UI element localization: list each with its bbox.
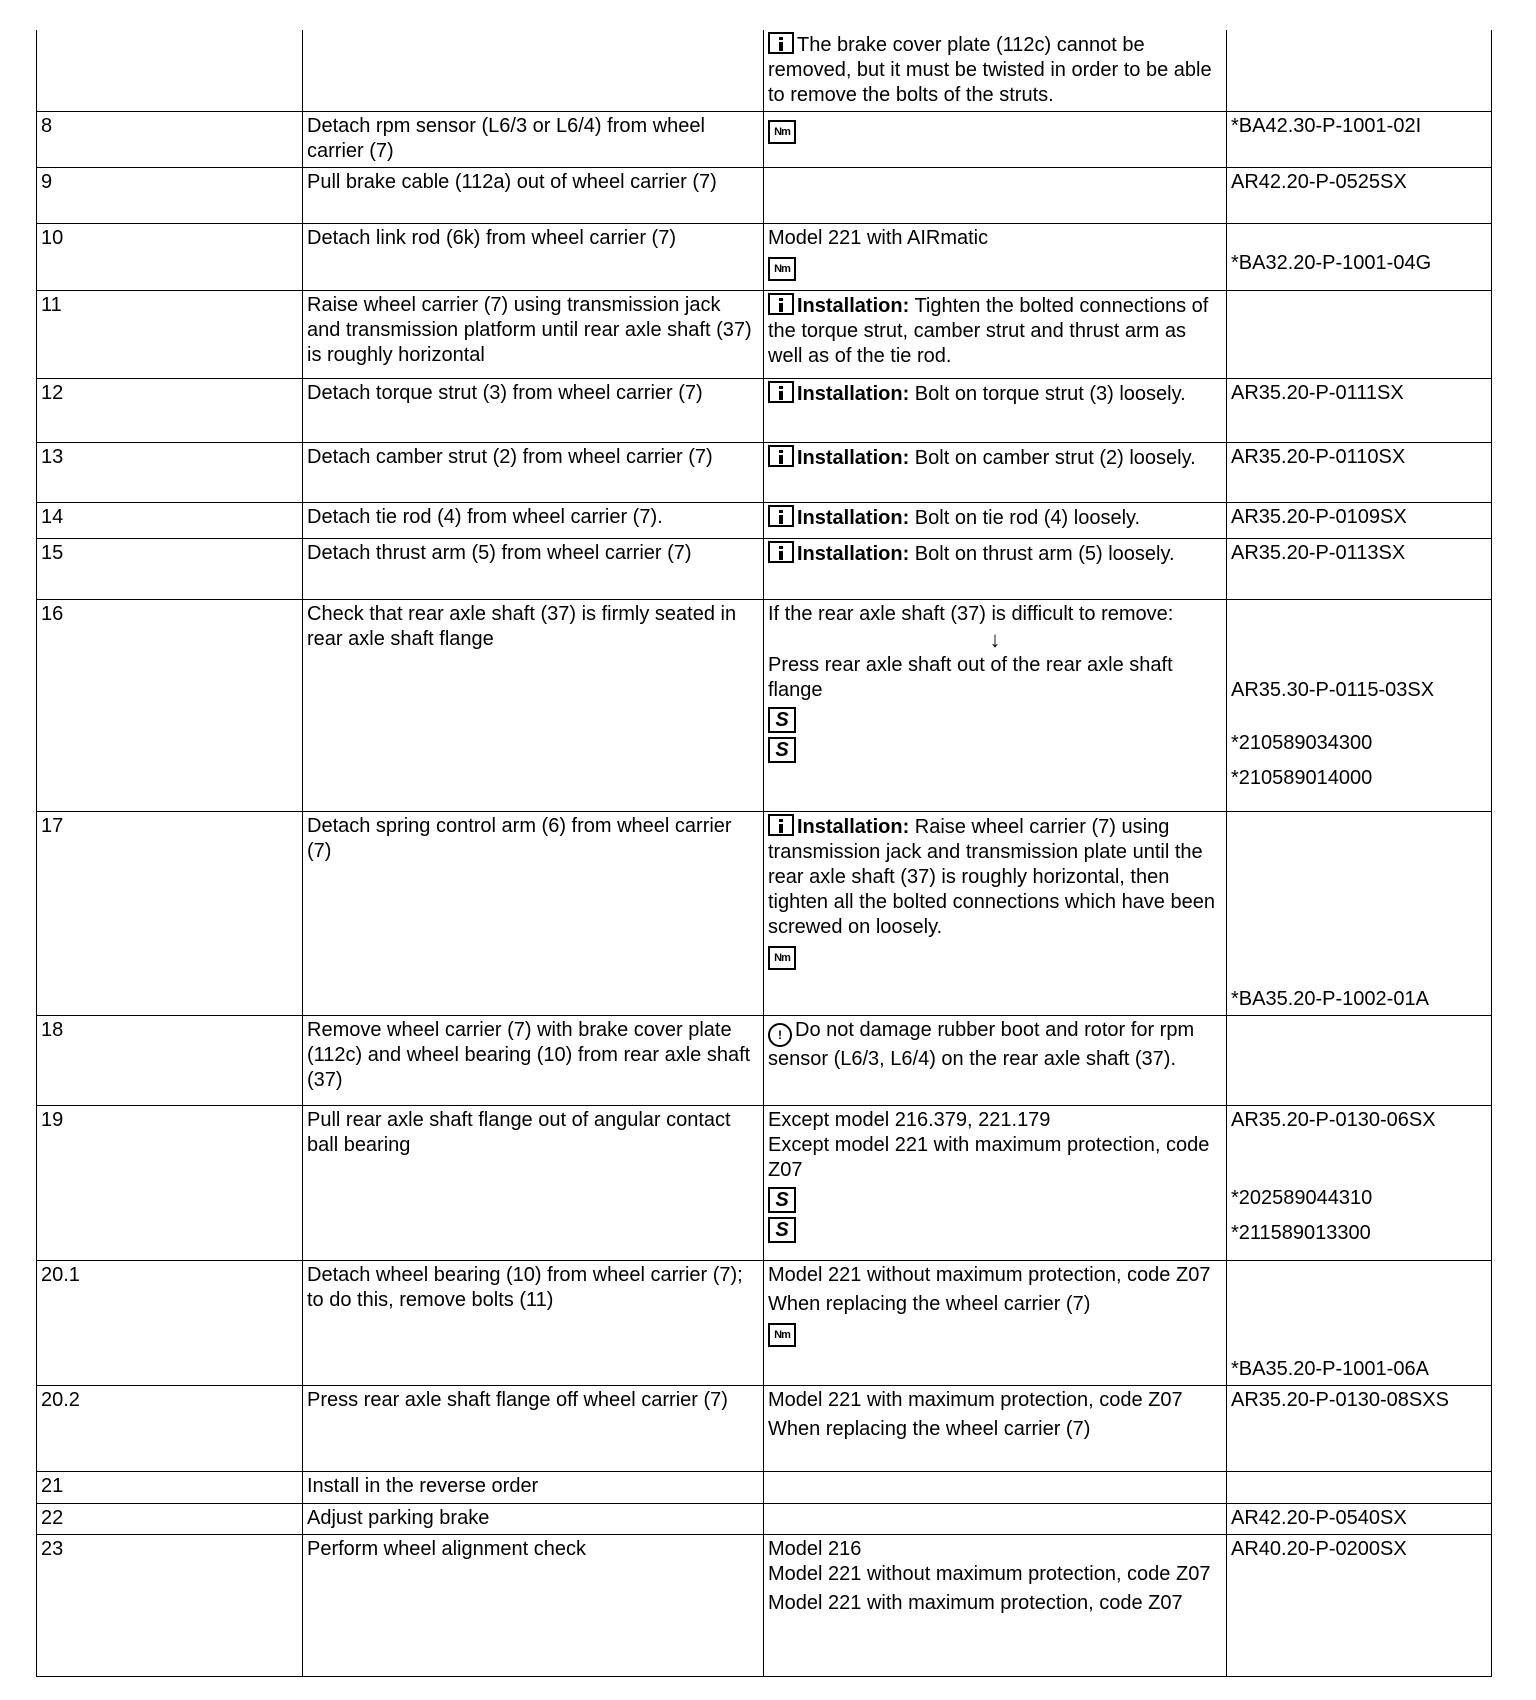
- step-number: 9: [37, 168, 303, 224]
- step-reference[interactable]: AR35.20-P-0109SX: [1227, 503, 1492, 539]
- info-icon: [768, 293, 794, 315]
- torque-nm-icon: Nm: [768, 120, 796, 144]
- step-note: [764, 1472, 1227, 1504]
- table-row: [37, 1386, 1492, 1472]
- step-reference[interactable]: AR40.20-P-0200SX: [1227, 1535, 1492, 1677]
- step-number: 11: [37, 291, 303, 379]
- table-row: [37, 600, 1492, 812]
- step-action: Raise wheel carrier (7) using transmission jack and transmission platform until rear axle shaft (37) is roughly horizontal: [303, 291, 764, 379]
- installation-label: Installation:: [797, 295, 910, 317]
- note-text: Do not damage rubber boot and rotor for rpm sensor (L6/3, L6/4) on the rear axle shaft (37).: [768, 1019, 1195, 1070]
- info-icon: [768, 32, 794, 54]
- step-reference[interactable]: AR35.20-P-0113SX: [1227, 539, 1492, 600]
- tool-number[interactable]: *210589034300: [1231, 732, 1373, 754]
- torque-nm-icon: Nm: [768, 946, 796, 970]
- note-text: Bolt on camber strut (2) loosely.: [914, 447, 1196, 469]
- step-action: Press rear axle shaft flange off wheel carrier (7): [303, 1386, 764, 1472]
- table-row: [37, 1472, 1492, 1504]
- step-reference[interactable]: AR35.20-P-0110SX: [1227, 443, 1492, 503]
- note-text: Model 221 with AIRmatic: [768, 227, 989, 249]
- step-number: 21: [37, 1472, 303, 1504]
- step-note: [764, 1016, 1227, 1106]
- reference-link[interactable]: AR35.30-P-0115-03SX: [1231, 679, 1435, 701]
- table-row: [37, 1535, 1492, 1677]
- table-row: [37, 379, 1492, 443]
- step-action: Detach spring control arm (6) from wheel carrier (7): [303, 812, 764, 1016]
- step-reference[interactable]: AR42.20-P-0525SX: [1227, 168, 1492, 224]
- step-action: Check that rear axle shaft (37) is firmly seated in rear axle shaft flange: [303, 600, 764, 812]
- table-row: [37, 539, 1492, 600]
- step-action: [303, 30, 764, 112]
- note-text: Model 221 with maximum protection, code Z07: [768, 1592, 1183, 1614]
- step-action: Detach torque strut (3) from wheel carrier (7): [303, 379, 764, 443]
- step-action: Adjust parking brake: [303, 1504, 764, 1535]
- step-reference[interactable]: AR42.20-P-0540SX: [1227, 1504, 1492, 1535]
- step-reference: [1227, 30, 1492, 112]
- step-number: 14: [37, 503, 303, 539]
- step-number: 15: [37, 539, 303, 600]
- table-row: [37, 1504, 1492, 1535]
- torque-nm-icon: Nm: [768, 257, 796, 281]
- step-note: [764, 812, 1227, 1016]
- step-note: [764, 1386, 1227, 1472]
- table-row: [37, 503, 1492, 539]
- step-note: [764, 379, 1227, 443]
- note-text: If the rear axle shaft (37) is difficult to remove:: [768, 603, 1174, 625]
- note-text: Except model 221 with maximum protection, code Z07: [768, 1134, 1210, 1181]
- table-row: [37, 443, 1492, 503]
- table-row: [37, 168, 1492, 224]
- note-text: Tighten the bolted connections of the torque strut, camber strut and thrust arm as well as of the tie rod.: [768, 295, 1209, 367]
- step-reference: [1227, 1106, 1492, 1261]
- step-note: [764, 168, 1227, 224]
- note-text: Except model 216.379, 221.179: [768, 1109, 1051, 1131]
- step-note: [764, 1106, 1227, 1261]
- table-row: [37, 30, 1492, 112]
- step-action: Detach wheel bearing (10) from wheel carrier (7); to do this, remove bolts (11): [303, 1261, 764, 1386]
- note-text: Model 221 with maximum protection, code Z07: [768, 1389, 1183, 1411]
- step-number: 12: [37, 379, 303, 443]
- step-reference[interactable]: *BA35.20-P-1001-06A: [1227, 1261, 1492, 1386]
- step-reference[interactable]: *BA35.20-P-1002-01A: [1227, 812, 1492, 1016]
- note-text: Model 221 without maximum protection, code Z07: [768, 1563, 1211, 1585]
- procedure-table: [36, 30, 1492, 1677]
- step-action: Pull rear axle shaft flange out of angular contact ball bearing: [303, 1106, 764, 1261]
- note-text: Model 216: [768, 1538, 862, 1560]
- step-number: 20.2: [37, 1386, 303, 1472]
- step-action: Perform wheel alignment check: [303, 1535, 764, 1677]
- note-text: Press rear axle shaft out of the rear axle shaft flange: [768, 654, 1173, 701]
- step-action: Remove wheel carrier (7) with brake cover plate (112c) and wheel bearing (10) from rear axle shaft (37): [303, 1016, 764, 1106]
- step-reference: [1227, 600, 1492, 812]
- step-action: Detach camber strut (2) from wheel carrier (7): [303, 443, 764, 503]
- step-note: [764, 224, 1227, 291]
- step-number: 20.1: [37, 1261, 303, 1386]
- step-note: [764, 291, 1227, 379]
- down-arrow-icon: ↓: [989, 627, 1001, 652]
- step-number: 18: [37, 1016, 303, 1106]
- table-row: [37, 291, 1492, 379]
- step-note: [764, 443, 1227, 503]
- note-text: Model 221 without maximum protection, code Z07: [768, 1264, 1211, 1286]
- step-number: 23: [37, 1535, 303, 1677]
- installation-label: Installation:: [797, 816, 910, 838]
- step-number: 10: [37, 224, 303, 291]
- table-row: [37, 112, 1492, 168]
- step-reference: [1227, 1016, 1492, 1106]
- step-action: Pull brake cable (112a) out of wheel carrier (7): [303, 168, 764, 224]
- step-number: 13: [37, 443, 303, 503]
- step-note: [764, 1504, 1227, 1535]
- step-action: Detach link rod (6k) from wheel carrier (7): [303, 224, 764, 291]
- special-tool-icon: S: [768, 1187, 796, 1213]
- step-note: [764, 539, 1227, 600]
- special-tool-icon: S: [768, 1217, 796, 1243]
- note-text: Bolt on torque strut (3) loosely.: [914, 383, 1186, 405]
- step-note: [764, 112, 1227, 168]
- note-text: Bolt on tie rod (4) loosely.: [914, 507, 1141, 529]
- special-tool-icon: S: [768, 707, 796, 733]
- tool-number[interactable]: *210589014000: [1231, 767, 1373, 789]
- table-row: [37, 1261, 1492, 1386]
- step-action: Detach tie rod (4) from wheel carrier (7).: [303, 503, 764, 539]
- step-number: 19: [37, 1106, 303, 1261]
- note-text: When replacing the wheel carrier (7): [768, 1293, 1091, 1315]
- step-action: Detach thrust arm (5) from wheel carrier (7): [303, 539, 764, 600]
- step-action: Detach rpm sensor (L6/3 or L6/4) from wheel carrier (7): [303, 112, 764, 168]
- special-tool-icon: S: [768, 737, 796, 763]
- step-reference: [1227, 291, 1492, 379]
- step-reference[interactable]: AR35.20-P-0130-08SXS: [1227, 1386, 1492, 1472]
- installation-label: Installation:: [797, 543, 910, 565]
- step-note: [764, 1261, 1227, 1386]
- reference-link[interactable]: *BA32.20-P-1001-04G: [1231, 252, 1432, 274]
- caution-icon: !: [768, 1023, 792, 1047]
- info-icon: [768, 814, 794, 836]
- step-reference[interactable]: AR35.20-P-0111SX: [1227, 379, 1492, 443]
- installation-label: Installation:: [797, 383, 910, 405]
- step-number: 22: [37, 1504, 303, 1535]
- step-note: [764, 1535, 1227, 1677]
- reference-link[interactable]: AR35.20-P-0130-06SX: [1231, 1109, 1436, 1131]
- table-row: [37, 224, 1492, 291]
- tool-number[interactable]: *202589044310: [1231, 1187, 1373, 1209]
- step-reference: [1227, 1472, 1492, 1504]
- step-action: Install in the reverse order: [303, 1472, 764, 1504]
- step-note: [764, 600, 1227, 812]
- step-number: 17: [37, 812, 303, 1016]
- torque-nm-icon: Nm: [768, 1323, 796, 1347]
- note-text: Raise wheel carrier (7) using transmission jack and transmission plate until the rear axle shaft (37) is roughly horizontal, then tighten all the bolted connections which have been screwed on loosely.: [768, 816, 1215, 938]
- info-icon: [768, 505, 794, 527]
- installation-label: Installation:: [797, 447, 910, 469]
- installation-label: Installation:: [797, 507, 910, 529]
- table-row: [37, 1016, 1492, 1106]
- step-number: [37, 30, 303, 112]
- step-reference: [1227, 224, 1492, 291]
- info-icon: [768, 445, 794, 467]
- tool-number[interactable]: *211589013300: [1231, 1222, 1371, 1244]
- step-number: 16: [37, 600, 303, 812]
- repair-instructions-document: [36, 30, 1491, 1677]
- step-note: [764, 503, 1227, 539]
- table-row: [37, 1106, 1492, 1261]
- note-text: When replacing the wheel carrier (7): [768, 1418, 1091, 1440]
- note-text: The brake cover plate (112c) cannot be removed, but it must be twisted in order to be able to remove the bolts of the struts.: [768, 34, 1212, 106]
- info-icon: [768, 381, 794, 403]
- step-number: 8: [37, 112, 303, 168]
- step-reference[interactable]: *BA42.30-P-1001-02I: [1227, 112, 1492, 168]
- note-text: Bolt on thrust arm (5) loosely.: [914, 543, 1175, 565]
- table-row: [37, 812, 1492, 1016]
- info-icon: [768, 541, 794, 563]
- step-note: [764, 30, 1227, 112]
